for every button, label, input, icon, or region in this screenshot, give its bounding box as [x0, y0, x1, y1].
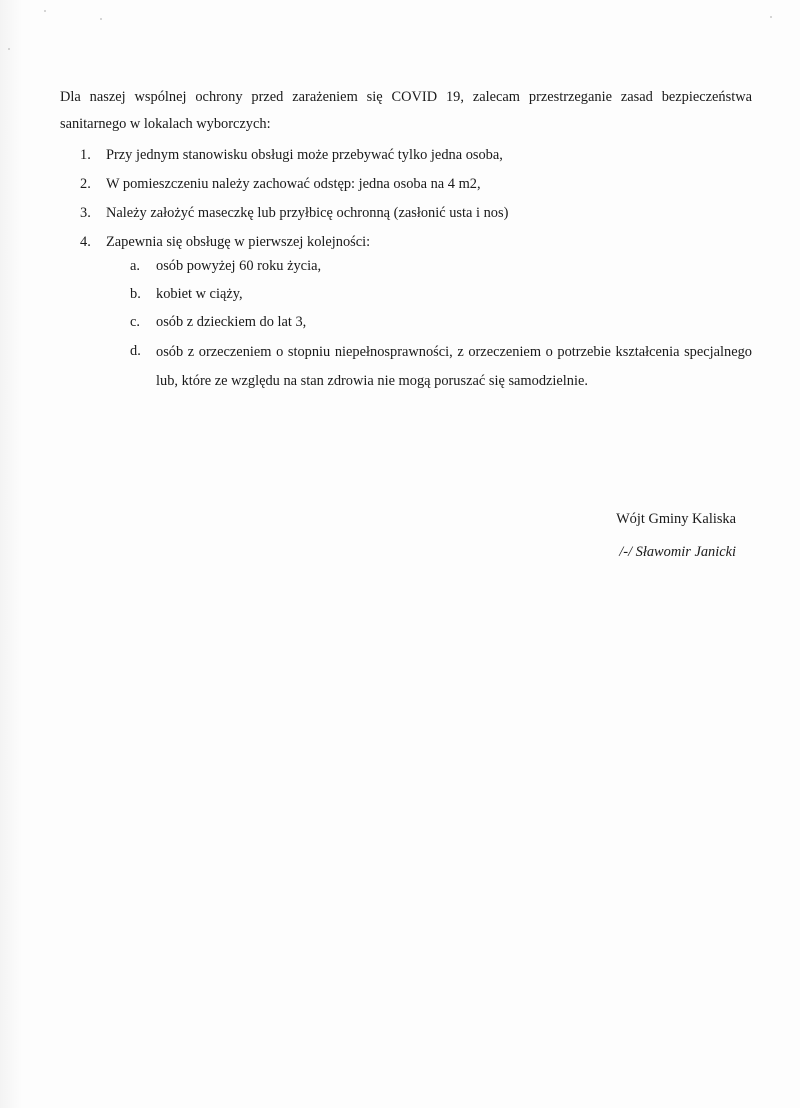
scan-speck [770, 16, 772, 18]
sublist-item-text: osób powyżej 60 roku życia, [156, 258, 322, 274]
signatory-name: /-/ Sławomir Janicki [619, 544, 736, 560]
list-item-text: Zapewnia się obsługę w pierwszej kolejności: [106, 234, 371, 250]
list-number: 1. [80, 147, 91, 163]
list-item-text: Należy założyć maseczkę lub przyłbicę ochronną (zasłonić usta i nos) [106, 205, 509, 221]
list-number: 4. [80, 234, 91, 250]
sublist-item [128, 253, 752, 281]
list-item [80, 199, 752, 228]
sublist-item [128, 281, 752, 309]
lettered-sublist [128, 253, 752, 396]
sublist-item-text: kobiet w ciąży, [156, 286, 243, 302]
sublist-item [128, 309, 752, 337]
sublist-letter: b. [130, 286, 141, 302]
sublist-letter: c. [130, 314, 140, 330]
signature-block [616, 505, 736, 566]
list-item [80, 170, 752, 199]
list-item-text: W pomieszczeniu należy zachować odstęp: jedna osoba na 4 m2, [106, 176, 481, 192]
list-item-text: Przy jednym stanowisku obsługi może przebywać tylko jedna osoba, [106, 147, 503, 163]
list-number: 2. [80, 176, 91, 192]
intro-paragraph: Dla naszej wspólnej ochrony przed zarażeniem się COVID 19, zalecam przestrzeganie zasad bezpieczeństwa sanitarnego w lokalach wyborczych: [60, 89, 752, 133]
list-item [80, 141, 752, 170]
numbered-list [80, 141, 752, 257]
scan-edge [0, 0, 22, 1108]
sublist-item [128, 338, 752, 396]
scan-speck [8, 48, 10, 50]
sublist-letter: a. [130, 258, 140, 274]
sublist-letter: d. [130, 343, 141, 359]
signatory-title: Wójt Gminy Kaliska [616, 511, 736, 527]
sublist-item-text: osób z orzeczeniem o stopniu niepełnosprawności, z orzeczeniem o potrzebie kształcenia specjalnego lub, które ze względu na stan zdrowia nie mogą poruszać się samodzielnie. [156, 344, 752, 389]
scan-speck [44, 10, 46, 12]
scan-speck [100, 18, 102, 20]
list-number: 3. [80, 205, 91, 221]
sublist-item-text: osób z dzieckiem do lat 3, [156, 314, 307, 330]
